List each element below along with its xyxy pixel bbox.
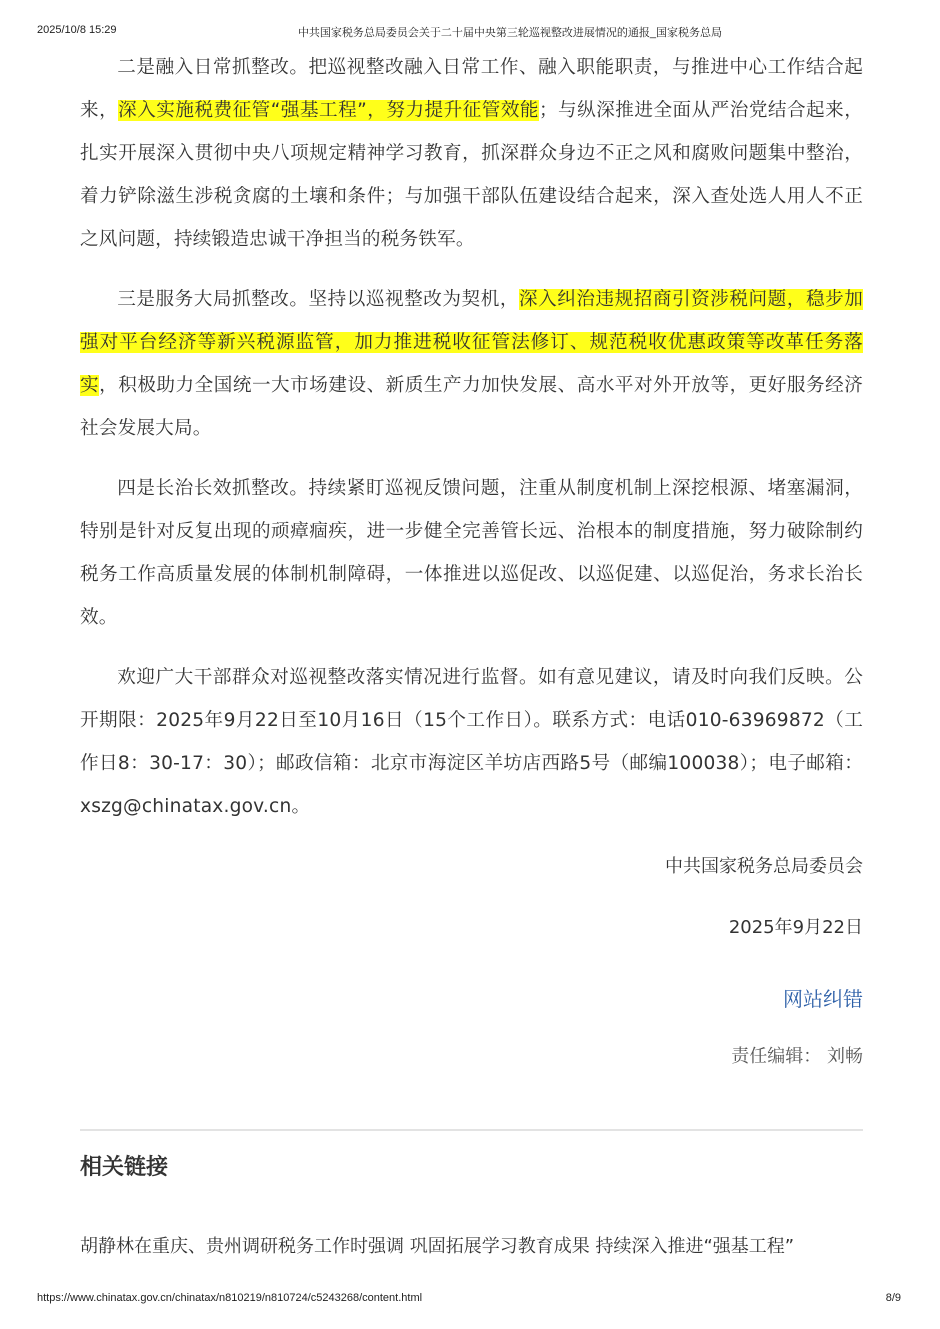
highlighted-text: 深入纠治违规招商引资涉税问题，稳步加强对平台经济等新兴税源监管，加力推进税收征管法修订、规范税收优惠政策等改革任务落实: [80, 289, 864, 396]
print-header: [0, 24, 940, 40]
website-correction-link[interactable]: 网站纠错: [783, 987, 863, 1011]
related-link-item[interactable]: 胡静林在重庆、贵州调研税务工作时强调 巩固拓展学习教育成果 持续深入推进“强基工程”: [80, 1236, 795, 1257]
related-links-heading: 相关链接: [80, 1155, 169, 1180]
text-segment: 三是服务大局抓整改。坚持以巡视整改为契机，: [117, 289, 519, 310]
page-url: https://www.chinatax.gov.cn/chinatax/n810219/n810724/c5243268/content.html: [37, 1292, 423, 1304]
page-number: 8/9: [885, 1292, 901, 1304]
paragraph-integrate-daily: [80, 46, 863, 261]
paragraph-long-term: [80, 467, 863, 639]
responsible-editor: 责任编辑： 刘畅: [731, 1046, 863, 1067]
text-segment: 欢迎广大干部群众对巡视整改落实情况进行监督。如有意见建议，请及时向我们反映。公开期限：2025年9月22日至10月16日（15个工作日）。联系方式：电话010-63969872（工作日8：30-17：30）；邮政信箱：北京市海淀区羊坊店西路5号（邮编100038）；电子邮箱：xszg@chinatax.gov.cn。: [80, 667, 863, 817]
text-segment: 四是长治长效抓整改。持续紧盯巡视反馈问题，注重从制度机制上深挖根源、堵塞漏洞，特别是针对反复出现的顽瘴痼疾，进一步健全完善管长远、治根本的制度措施，努力破除制约税务工作高质量发展的体制机制障碍，一体推进以巡促改、以巡促建、以巡促治，务求长治长效。: [80, 478, 863, 628]
publish-date: 2025年9月22日: [728, 917, 863, 938]
text-segment: ；与纵深推进全面从严治党结合起来，扎实开展深入贯彻中央八项规定精神学习教育，抓深群众身边不正之风和腐败问题集中整治，着力铲除滋生涉税贪腐的土壤和条件；与加强干部队伍建设结合起来，深入查处选人用人不正之风问题，持续锻造忠诚干净担当的税务铁军。: [80, 100, 863, 250]
article-body: [80, 46, 863, 1072]
text-segment: 二是融入日常抓整改。把巡视整改融入日常工作、融入职能职责，与推进中心工作结合起来，: [80, 57, 863, 121]
paragraph-serve-overall: [80, 278, 863, 450]
print-timestamp: 2025/10/8 15:29: [37, 24, 117, 36]
print-footer: [0, 1292, 940, 1308]
signature: 中共国家税务总局委员会: [665, 856, 863, 877]
highlighted-text: 深入实施税费征管“强基工程”，努力提升征管效能: [118, 100, 539, 121]
section-divider: [80, 1129, 863, 1131]
paragraph-supervision-contact: [80, 656, 863, 828]
text-segment: ，积极助力全国统一大市场建设、新质生产力加快发展、高水平对外开放等，更好服务经济社会发展大局。: [80, 375, 863, 439]
print-page-title: 中共国家税务总局委员会关于二十届中央第三轮巡视整改进展情况的通报_国家税务总局: [297, 27, 723, 39]
